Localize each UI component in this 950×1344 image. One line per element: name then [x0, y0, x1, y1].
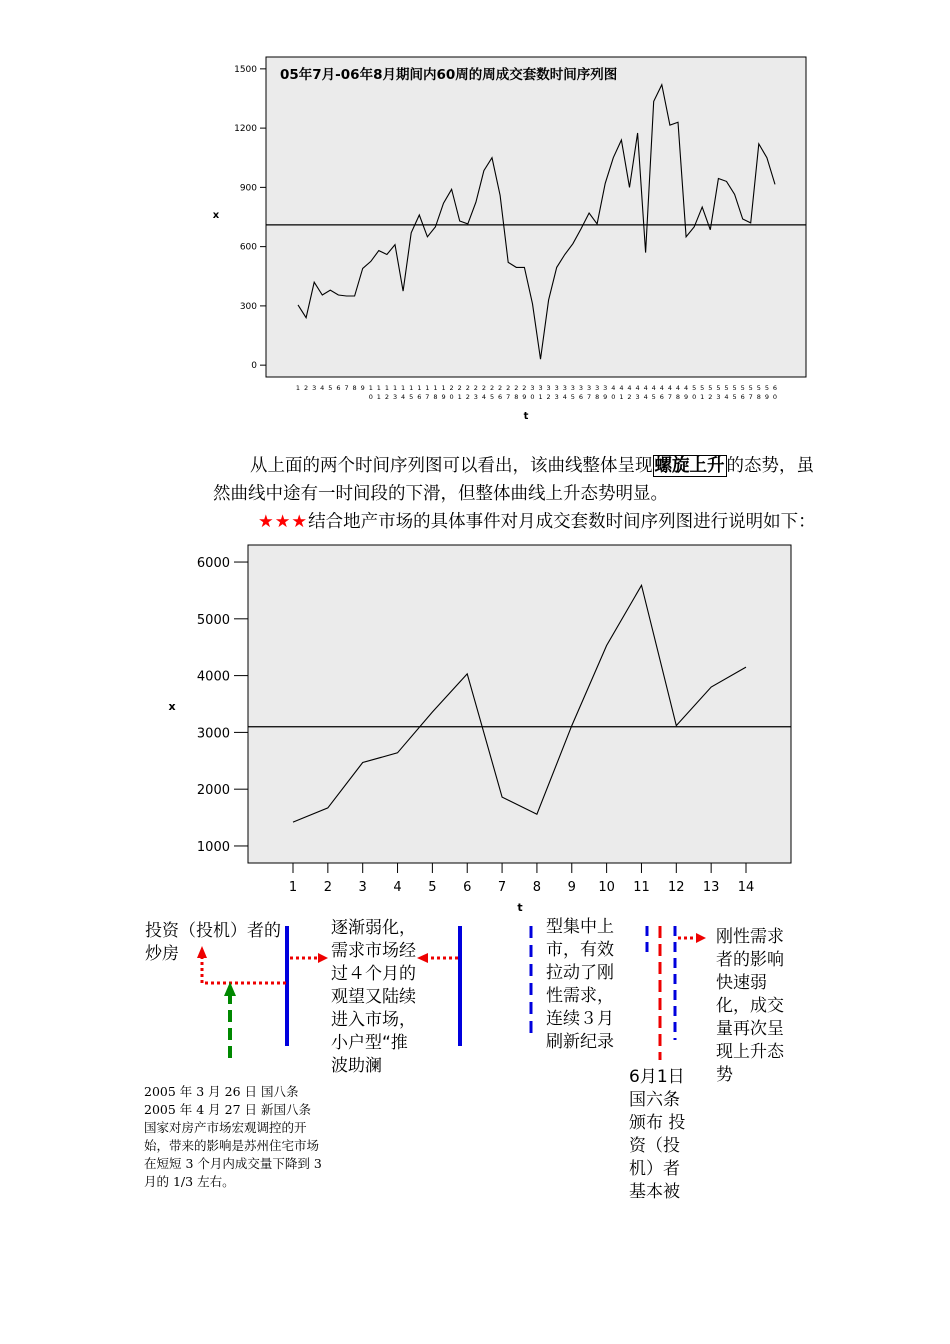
y-tick-label: 1200: [234, 124, 257, 135]
x-tick-label-ones: 9: [522, 393, 527, 401]
x-tick-label: 10: [598, 880, 615, 895]
x-tick-label: 1: [295, 384, 301, 392]
x-tick-label-tens: 5: [748, 384, 753, 392]
y-axis-label: x: [212, 210, 220, 221]
x-tick-label-ones: 7: [506, 393, 511, 401]
x-tick-label-tens: 5: [700, 384, 705, 392]
monthly-chart-svg: [160, 538, 810, 918]
plot-area: [248, 545, 791, 863]
annotation-2-text: 逐渐弱化，需求市场经过４个月的观望又陆续进入市场，小户型“推波助澜: [331, 918, 416, 1076]
x-tick-label-tens: 3: [546, 384, 551, 392]
x-tick-label-ones: 6: [578, 393, 584, 401]
x-tick-label-tens: 6: [772, 384, 778, 392]
para1-text-b: 的态势，虽: [726, 456, 814, 476]
x-tick-label-ones: 0: [530, 393, 535, 401]
paragraph-2: [258, 508, 898, 536]
x-tick-label-ones: 1: [619, 393, 624, 401]
annotation-arrows: [0, 918, 950, 1068]
x-tick-label-tens: 2: [465, 384, 470, 392]
x-tick-label: 9: [567, 880, 576, 895]
x-tick-label-ones: 7: [748, 393, 753, 401]
x-tick-label-tens: 1: [401, 384, 406, 392]
x-tick-label-tens: 3: [595, 384, 600, 392]
y-tick-label: 0: [251, 361, 257, 372]
x-tick-label-ones: 6: [417, 393, 422, 401]
x-tick-label-tens: 1: [392, 384, 398, 392]
x-tick-label-tens: 4: [643, 384, 648, 392]
x-tick-label-tens: 2: [522, 384, 527, 392]
x-tick-label-tens: 5: [708, 384, 713, 392]
x-tick-label-ones: 7: [586, 393, 592, 401]
x-tick-label-tens: 2: [473, 384, 478, 392]
x-tick-label: 5: [328, 384, 333, 392]
x-tick-label-tens: 3: [538, 384, 543, 392]
x-tick-label-tens: 2: [457, 384, 462, 392]
x-tick-label-ones: 0: [611, 393, 616, 401]
x-tick-label-ones: 3: [554, 393, 559, 401]
x-tick-label: 1: [288, 880, 298, 895]
y-tick-label: 3000: [196, 726, 230, 742]
x-tick-label-tens: 1: [425, 384, 430, 392]
x-tick-label-ones: 2: [465, 393, 470, 401]
x-tick-label-ones: 0: [772, 393, 778, 401]
x-tick-label-ones: 8: [433, 393, 438, 401]
x-tick-label: 9: [360, 384, 365, 392]
x-tick-label-tens: 5: [740, 384, 745, 392]
x-tick-label-ones: 6: [498, 393, 503, 401]
annotation-3-text: 型集中上市，有效拉动了刚性需求，连续３月刷新纪录: [546, 917, 614, 1052]
x-tick-label-tens: 1: [376, 384, 381, 392]
chart-title: 05年7月-06年8月期间内60周的周成交套数时间序列图: [280, 67, 618, 83]
para1-boxed-term: 螺旋上升: [654, 456, 725, 476]
x-tick-label: 6: [463, 880, 472, 895]
paragraph-1: [250, 452, 890, 480]
x-tick-label-tens: 2: [498, 384, 503, 392]
x-tick-label-ones: 5: [409, 393, 414, 401]
x-tick-label-tens: 1: [441, 384, 446, 392]
x-tick-label: 4: [393, 880, 402, 895]
y-tick-label: 2000: [196, 783, 230, 799]
x-tick-label-tens: 4: [651, 384, 656, 392]
x-tick-label-ones: 6: [740, 393, 745, 401]
x-tick-label-ones: 3: [635, 393, 640, 401]
y-tick-label: 1000: [196, 839, 230, 855]
x-tick-label-ones: 5: [732, 393, 737, 401]
x-tick-label-tens: 3: [562, 384, 567, 392]
x-tick-label: 4: [320, 384, 325, 392]
x-tick-label-ones: 3: [716, 393, 721, 401]
annotation-1-text: 投资（投机）者的炒房: [145, 921, 281, 964]
arrow-right-1-head: [318, 953, 328, 963]
x-tick-label: 14: [737, 880, 755, 895]
x-tick-label-tens: 1: [384, 384, 390, 392]
x-tick-label-ones: 9: [683, 393, 689, 401]
x-tick-label-tens: 2: [489, 384, 495, 392]
x-tick-label-tens: 4: [635, 384, 640, 392]
annotation-6-line-3: 国家对房产市场宏观调控的开始，带来的影响是苏州住宅市场在短短 3 个月内成交量下降到 3 月的 1/3 左右。: [144, 1120, 322, 1189]
x-tick-label-ones: 4: [481, 393, 487, 401]
x-tick-label: 12: [668, 880, 685, 895]
x-tick-label-tens: 5: [716, 384, 721, 392]
para1-text-a: 从上面的两个时间序列图可以看出，该曲线整体呈现: [250, 456, 653, 476]
x-tick-label-tens: 4: [611, 384, 616, 392]
x-tick-label-ones: 7: [425, 393, 430, 401]
x-tick-label-ones: 1: [538, 393, 543, 401]
y-tick-label: 6000: [196, 556, 230, 572]
y-tick-label: 600: [239, 242, 257, 253]
x-tick-label-ones: 4: [643, 393, 648, 401]
x-tick-label-ones: 2: [546, 393, 551, 401]
x-tick-label-ones: 3: [392, 393, 398, 401]
x-tick-label-ones: 4: [401, 393, 406, 401]
x-tick-label: 5: [428, 880, 437, 895]
x-tick-label: 3: [312, 384, 317, 392]
x-tick-label-ones: 8: [675, 393, 681, 401]
x-tick-label-ones: 6: [659, 393, 664, 401]
x-tick-label-ones: 0: [449, 393, 454, 401]
x-tick-label-ones: 3: [473, 393, 478, 401]
x-tick-label-tens: 1: [409, 384, 414, 392]
x-tick-label-ones: 5: [651, 393, 656, 401]
x-tick-label-ones: 0: [692, 393, 697, 401]
x-tick-label-tens: 3: [530, 384, 535, 392]
x-tick-label-tens: 3: [554, 384, 559, 392]
x-tick-label-tens: 4: [659, 384, 664, 392]
y-tick-label: 4000: [196, 669, 230, 685]
annotation-6-line-1: 2005 年 3 月 26 日 国八条: [144, 1084, 299, 1099]
x-tick-label-tens: 1: [417, 384, 422, 392]
x-tick-label-tens: 2: [514, 384, 519, 392]
x-tick-label-tens: 2: [449, 384, 454, 392]
y-tick-label: 1500: [234, 64, 257, 75]
paragraph-1-line2: 然曲线中途有一时间段的下滑，但整体曲线上升态势明显。: [213, 484, 668, 504]
x-tick-label-tens: 4: [619, 384, 624, 392]
x-tick-label-ones: 8: [514, 393, 519, 401]
x-tick-label: 2: [304, 384, 309, 392]
x-tick-label: 7: [497, 880, 507, 895]
annotation-2: [331, 918, 419, 1098]
x-tick-label-ones: 4: [724, 393, 729, 401]
x-tick-label-tens: 1: [368, 384, 373, 392]
x-tick-label-tens: 5: [724, 384, 729, 392]
x-tick-label-tens: 3: [578, 384, 584, 392]
x-tick-label-ones: 9: [764, 393, 769, 401]
x-tick-label-tens: 4: [667, 384, 672, 392]
x-tick-label: 11: [633, 880, 650, 895]
x-axis-label: t: [523, 411, 529, 422]
x-tick-label-ones: 5: [570, 393, 575, 401]
x-tick-label: 8: [352, 384, 357, 392]
x-tick-label-ones: 9: [603, 393, 608, 401]
x-tick-label-ones: 2: [627, 393, 632, 401]
x-tick-label-ones: 5: [489, 393, 495, 401]
x-tick-label-ones: 1: [700, 393, 705, 401]
x-tick-label-tens: 3: [570, 384, 575, 392]
annotation-1: [145, 921, 285, 964]
x-tick-label-tens: 5: [732, 384, 737, 392]
x-tick-label-tens: 5: [756, 384, 761, 392]
x-tick-label-tens: 5: [764, 384, 769, 392]
x-tick-label-tens: 4: [675, 384, 681, 392]
annotation-3: [546, 917, 624, 1052]
x-tick-label-ones: 1: [457, 393, 462, 401]
annotation-4: 刚性需求者的影响快速弱化，成交量再次呈现上升态势: [716, 927, 784, 1085]
x-tick-label-tens: 1: [433, 384, 438, 392]
x-tick-label: 8: [532, 880, 542, 895]
y-tick-label: 900: [239, 183, 257, 194]
para2-text: 结合地产市场的具体事件对月成交套数时间序列图进行说明如下：: [308, 512, 816, 532]
x-tick-label-tens: 4: [683, 384, 689, 392]
y-tick-label: 300: [239, 301, 257, 312]
x-tick-label-ones: 8: [595, 393, 600, 401]
annotation-6-line-2: 2005 年 4 月 27 日 新国八条: [144, 1102, 312, 1117]
weekly-chart: [190, 40, 820, 430]
x-axis-label: t: [517, 901, 523, 914]
arrow-right-2-head: [696, 933, 706, 943]
x-tick-label-ones: 7: [667, 393, 672, 401]
annotation-6: [144, 1083, 324, 1191]
x-tick-label: 6: [336, 384, 341, 392]
x-tick-label-ones: 1: [376, 393, 381, 401]
x-tick-label-tens: 3: [586, 384, 592, 392]
x-tick-label: 2: [323, 880, 332, 895]
x-tick-label: 7: [344, 384, 349, 392]
weekly-chart-svg: [190, 40, 820, 430]
x-tick-label-tens: 4: [627, 384, 632, 392]
x-tick-label-tens: 5: [692, 384, 697, 392]
x-tick-label-tens: 2: [506, 384, 511, 392]
monthly-chart: [160, 538, 810, 918]
x-tick-label-ones: 0: [368, 393, 373, 401]
x-tick-label: 13: [702, 880, 720, 895]
x-tick-label-ones: 2: [708, 393, 713, 401]
x-tick-label-ones: 4: [562, 393, 567, 401]
x-tick-label-ones: 8: [756, 393, 761, 401]
annotation-5: 6月1日 国六条颁布 投资（投机）者基本被: [629, 1067, 686, 1202]
x-tick-label: 3: [358, 880, 367, 895]
star-icons: ★★★: [258, 512, 309, 532]
y-tick-label: 5000: [196, 612, 230, 628]
x-tick-label-tens: 2: [481, 384, 487, 392]
y-axis-label: x: [168, 700, 176, 713]
x-tick-label-ones: 2: [384, 393, 390, 401]
x-tick-label-ones: 9: [441, 393, 446, 401]
x-tick-label-tens: 3: [603, 384, 608, 392]
